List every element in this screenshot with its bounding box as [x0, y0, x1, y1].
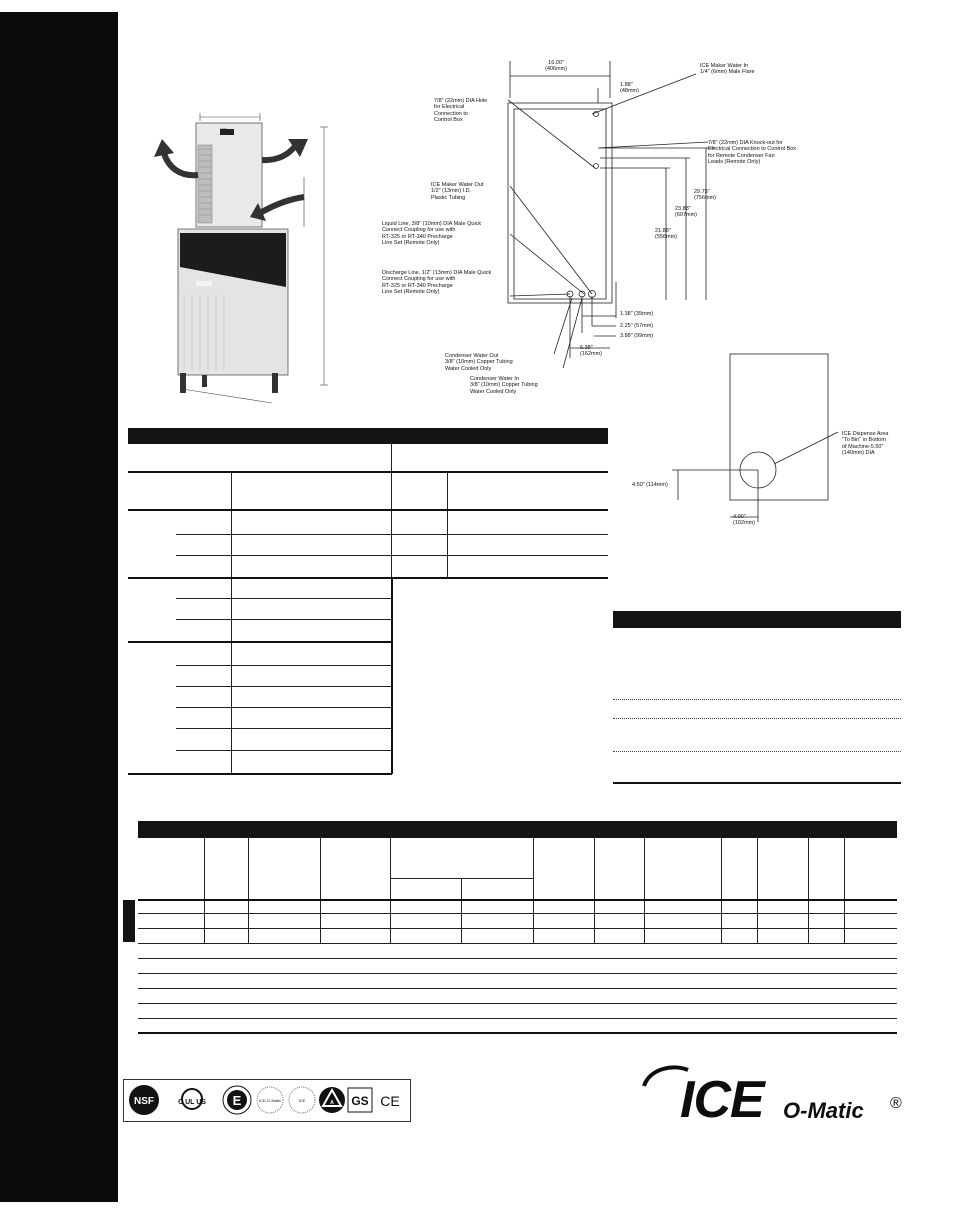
label-liquid-line: Liquid Line, 3/8" (10mm) DIA Male Quick Connect Coupling for use with RT-325 or RT-340 Precharge Line Set (Remote Only) [382, 221, 482, 246]
label-hole-electrical: 7/8" (22mm) DIA Hole for Electrical Connection to Control Box [434, 98, 488, 123]
bottom-table-rule [390, 878, 533, 879]
cert-label: C UL US [178, 1099, 206, 1106]
spec-table-rule [176, 619, 391, 620]
spec-table-rule [128, 471, 608, 473]
dim-4-00: 4.00" (102mm) [733, 514, 756, 527]
dim-2-25: 2.25" (57mm) [620, 323, 654, 329]
right-table-rule [613, 782, 901, 784]
cert-label: ICE-O-Matic [259, 1098, 281, 1103]
label-water-out: ICE Maker Water Out 1/2" (13mm) I.D. Plastic Tubing [431, 182, 484, 201]
bottom-view-drawing [670, 352, 840, 532]
spec-table-rule [176, 665, 391, 666]
right-table-rule [613, 699, 901, 700]
spec-table-rule [128, 773, 392, 775]
bottom-table-rule [138, 973, 897, 974]
unit-outline [508, 103, 612, 303]
right-table-rule [613, 751, 901, 752]
dim-1-38: 1.38" (35mm) [620, 311, 654, 317]
right-table-header-bar [613, 611, 901, 628]
label-dispense-area: ICE Dispense Area "To Bin" in Bottom of Machine-5.50" (140mm) DIA [842, 431, 889, 456]
cert-label: NSF [134, 1096, 154, 1107]
right-table-rule [613, 718, 901, 719]
gs-icon [348, 1088, 372, 1112]
spec-table-divider [391, 578, 393, 774]
spec-table-rule [176, 707, 391, 708]
bottom-table-rule [138, 958, 897, 959]
ice-seal-icon [289, 1087, 315, 1113]
cert-label: E [232, 1093, 242, 1108]
dim-height-1: 29.75" (756mm) [694, 189, 717, 202]
spec-table-rule [176, 728, 391, 729]
spec-table-rule [128, 577, 608, 579]
sidebar-band [0, 12, 118, 1202]
spec-table-header-bar [128, 428, 608, 444]
triangle-cert-icon [319, 1087, 345, 1113]
logo-registered-mark: ® [890, 1095, 902, 1112]
bottom-table-header-bar [138, 821, 897, 838]
spec-table-rule [176, 598, 391, 599]
e-mark-icon [223, 1086, 251, 1114]
bottom-table-rule [138, 899, 897, 901]
airflow-arrow-right [262, 145, 296, 160]
dim-top-offset: 1.88" (48mm) [620, 82, 639, 95]
airflow-arrow-left [164, 153, 198, 175]
bottom-table-side-tab [123, 900, 135, 942]
spec-table-rule [128, 641, 391, 643]
bottom-table-rule [138, 1003, 897, 1004]
dim-3-88: 3.88" (99mm) [620, 333, 654, 339]
spec-table-rule [176, 750, 391, 751]
label-condenser-out: Condenser Water Out 3/8" (10mm) Copper Tubing Water Cooled Only [445, 353, 513, 372]
dim-4-50: 4.50" (114mm) [632, 482, 668, 488]
logo-o-matic: O-Matic [783, 1098, 864, 1123]
bottom-table-rule [138, 913, 897, 914]
cert-label: ICE [298, 1098, 306, 1103]
ul-icon [178, 1089, 206, 1109]
spec-table-rule [176, 686, 391, 687]
bottom-table-rule [138, 928, 897, 929]
bottom-table-divider [461, 878, 462, 944]
cert-label: GS [351, 1094, 369, 1108]
cert-label: CE [380, 1093, 400, 1109]
ce-icon [380, 1093, 399, 1109]
certification-logos [124, 1080, 409, 1120]
dim-height-3: 21.88" (556mm) [655, 228, 678, 241]
bottom-table-rule [138, 943, 897, 944]
nsf-icon [129, 1085, 159, 1115]
spec-table-rule [128, 509, 608, 511]
airflow-arrow-in [260, 197, 304, 213]
dim-width: 16.00" (406mm) [545, 60, 568, 73]
bottom-table-rule [138, 1018, 897, 1019]
unit-badge: ICE [220, 127, 227, 132]
product-illustration [140, 105, 340, 410]
cert-label: A [330, 1100, 334, 1106]
label-condenser-in: Condenser Water In 3/8" (10mm) Copper Tubing Water Cooled Only [470, 376, 538, 395]
label-knockout: 7/8" (22mm) DIA Knock-out for Electrical Connection to Control Box for Remote Condenser Fan Leads (Remote Only) [708, 140, 797, 165]
dim-6-38: 6.38" (162mm) [580, 345, 603, 358]
label-discharge-line: Discharge Line, 1/2" (13mm) DIA Male Quick Connect Coupling for use with RT-325 or RT-340 Precharge Line Set (Remote Only) [382, 270, 492, 295]
dim-height-2: 23.88" (607mm) [675, 206, 698, 219]
spec-table-divider [447, 472, 448, 578]
bottom-table-rule [138, 988, 897, 989]
spec-table-rule [176, 555, 608, 556]
logo-ice: ICE [680, 1071, 764, 1129]
spec-table-divider [391, 444, 392, 578]
bottom-table-rule [138, 1032, 897, 1034]
label-water-in: ICE Maker Water In 1/4" (6mm) Male Flare [700, 63, 755, 76]
bottom-outline [730, 354, 828, 500]
spec-table-rule [176, 534, 608, 535]
ice-o-matic-seal-icon [257, 1087, 283, 1113]
side-view-drawing [500, 58, 830, 368]
